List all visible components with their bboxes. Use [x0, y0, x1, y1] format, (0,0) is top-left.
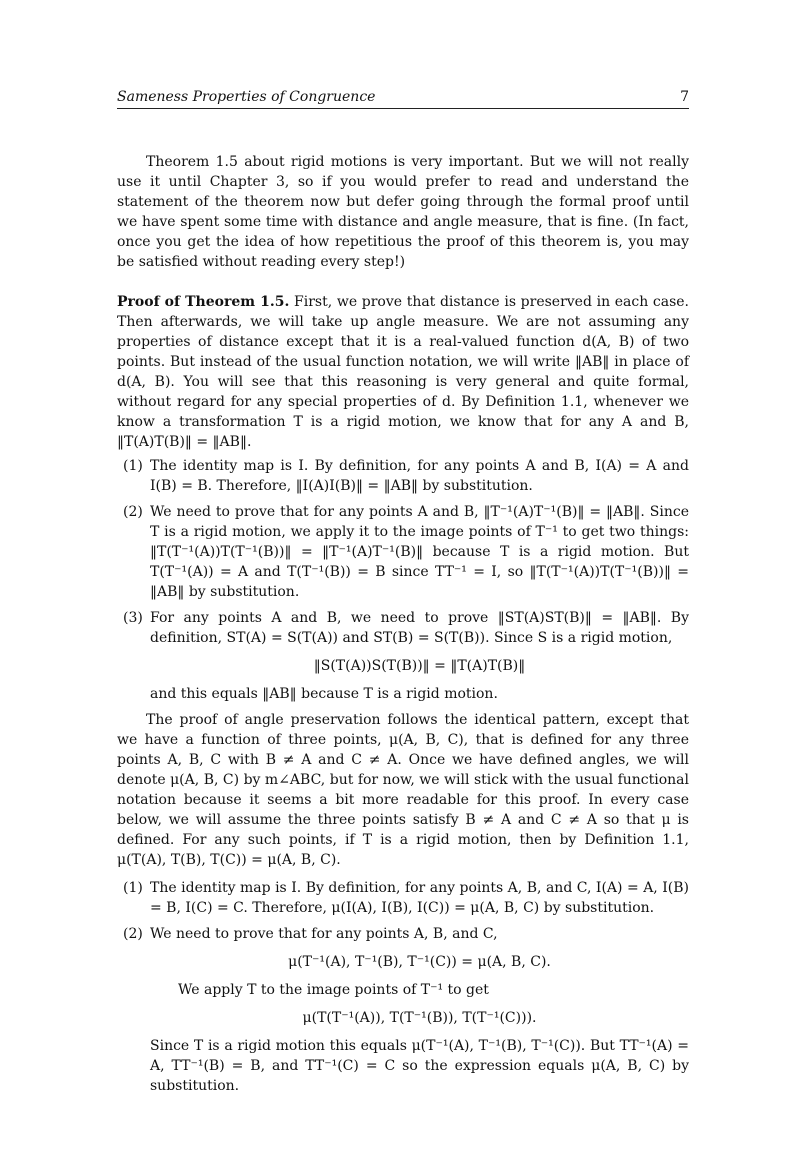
item-text: We need to prove that for any points A and B, ‖T⁻¹(A)T⁻¹(B)‖ = ‖AB‖. Since T is a rigid motion, we apply it to the image points of T⁻¹ to get two things: ‖T(T⁻¹(A))T(T⁻¹(B))‖ = ‖T⁻¹(A)T⁻¹(B)‖ because T is a rigid motion. But T(T⁻¹(A)) = A and T(T⁻¹(B)) = B since TT⁻¹ = I, so ‖T(T⁻¹(A))T(T⁻¹(B))‖ = ‖AB‖ by substitution.: [150, 504, 689, 600]
display-equation: μ(T(T⁻¹(A)), T(T⁻¹(B)), T(T⁻¹(C))).: [302, 1010, 537, 1026]
running-head-title: Sameness Properties of Congruence: [117, 89, 376, 105]
page-number: 7: [680, 89, 689, 105]
item-text: The identity map is I. By definition, for any points A and B, I(A) = A and I(B) = B. Therefore, ‖I(A)I(B)‖ = ‖AB‖ by substitution.: [150, 458, 689, 494]
angle-proof-list: [117, 878, 689, 1096]
list-item: [117, 924, 689, 1096]
page-body: [117, 152, 689, 1102]
item-continuation: Since T is a rigid motion this equals μ(T⁻¹(A), T⁻¹(B), T⁻¹(C)). But TT⁻¹(A) = A, TT⁻¹(B) = B, and TT⁻¹(C) = C so the expression equals μ(A, B, C) by substitution.: [150, 1038, 689, 1094]
item-number: (1): [123, 458, 143, 474]
item-number: (3): [123, 610, 143, 626]
proof-opening-text: First, we prove that distance is preserved in each case. Then afterwards, we will take up angle measure. We are not assuming any properties of distance except that it is a real-valued function d(A, B) of two points. But instead of the usual function notation, we will write ‖AB‖ in place of d(A, B). You will see that this reasoning is very general and quite formal, without regard for any special properties of d. By Definition 1.1, whenever we know a transformation T is a rigid motion, we know that for any A and B, ‖T(A)T(B)‖ = ‖AB‖.: [117, 294, 689, 450]
proof-opening-paragraph: [117, 292, 689, 452]
list-item: [117, 456, 689, 496]
item-number: (2): [123, 504, 143, 520]
list-item: [117, 878, 689, 918]
item-middle-text: We apply T to the image points of T⁻¹ to get: [178, 982, 489, 998]
item-number: (2): [123, 926, 143, 942]
item-number: (1): [123, 880, 143, 896]
display-equation: μ(T⁻¹(A), T⁻¹(B), T⁻¹(C)) = μ(A, B, C).: [288, 954, 551, 970]
list-item: [117, 608, 689, 676]
item-continuation: and this equals ‖AB‖ because T is a rigid motion.: [150, 686, 498, 702]
angle-paragraph: The proof of angle preservation follows the identical pattern, except that we have a function of three points, μ(A, B, C), that is defined for any three points A, B, C with B ≠ A and C ≠ A. Once we have defined angles, we will denote μ(A, B, C) by m∠ABC, but for now, we will stick with the usual functional notation because it seems a bit more readable for this proof. In every case below, we will assume the three points satisfy B ≠ A and C ≠ A so that μ is defined. For any such points, if T is a rigid motion, then by Definition 1.1, μ(T(A), T(B), T(C)) = μ(A, B, C).: [117, 712, 689, 868]
item-text: The identity map is I. By definition, for any points A, B, and C, I(A) = A, I(B) = B, I(C) = C. Therefore, μ(I(A), I(B), I(C)) = μ(A, B, C) by substitution.: [150, 880, 689, 916]
distance-proof-list: [117, 456, 689, 676]
item-text: We need to prove that for any points A, B, and C,: [150, 926, 498, 942]
list-item: [117, 502, 689, 602]
display-equation: ‖S(T(A))S(T(B))‖ = ‖T(A)T(B)‖: [313, 658, 526, 674]
proof-title: Proof of Theorem 1.5.: [117, 294, 290, 310]
running-head: [117, 88, 689, 109]
intro-paragraph: Theorem 1.5 about rigid motions is very important. But we will not really use it until Chapter 3, so if you would prefer to read and understand the statement of the theorem now but defer going through the formal proof until we have spent some time with distance and angle measure, that is fine. (In fact, once you get the idea of how repetitious the proof of this theorem is, you may be satisfied without reading every step!): [117, 154, 689, 270]
item-text: For any points A and B, we need to prove ‖ST(A)ST(B)‖ = ‖AB‖. By definition, ST(A) = S(T(A)) and ST(B) = S(T(B)). Since S is a rigid motion,: [150, 610, 689, 646]
